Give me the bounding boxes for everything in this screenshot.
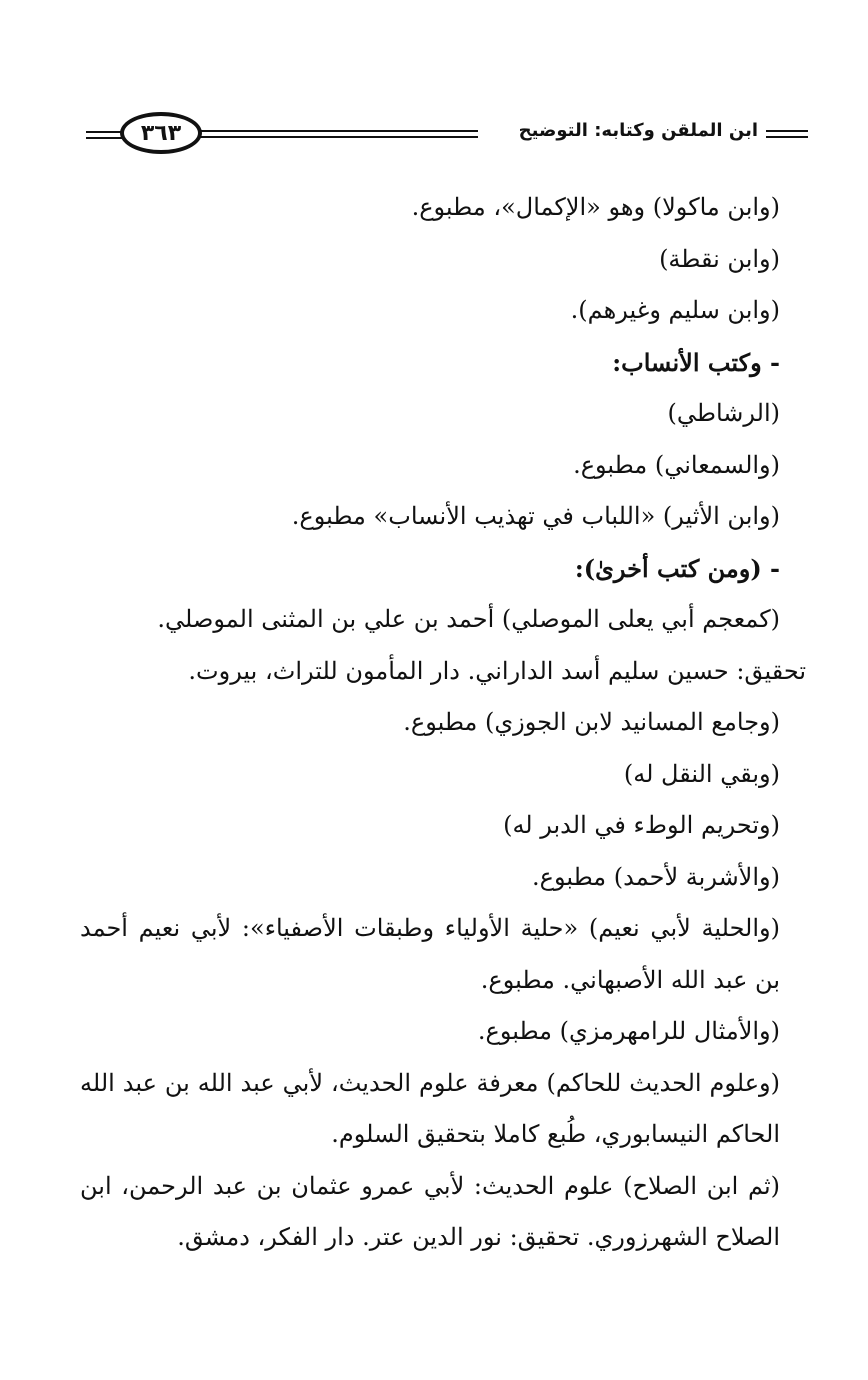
text-line: (وابن سليم وغيرهم). xyxy=(570,296,780,324)
header-rule-right xyxy=(766,130,808,138)
text-paragraph: (والحلية لأبي نعيم) «حلية الأولياء وطبقات الأصفياء»: لأبي نعيم أحمد بن عبد الله الأصبهاني. مطبوع. xyxy=(80,914,780,994)
section-heading: - وكتب الأنساب: xyxy=(612,347,780,377)
text-line: (الرشاطي) xyxy=(667,399,780,427)
header-rule-middle xyxy=(196,130,478,138)
text-paragraph: (وعلوم الحديث للحاكم) معرفة علوم الحديث، لأبي عبد الله بن عبد الله الحاكم النيسابوري، طُبع كاملا بتحقيق السلوم. xyxy=(80,1068,780,1148)
page-header xyxy=(86,110,808,162)
text-line: (وتحريم الوطء في الدبر له) xyxy=(503,811,780,839)
text-line: (والأشربة لأحمد) مطبوع. xyxy=(532,862,780,891)
text-paragraph: (ثم ابن الصلاح) علوم الحديث: لأبي عمرو عثمان بن عبد الرحمن، ابن الصلاح الشهرزوري. تحقيق: نور الدين عتر. دار الفكر، دمشق. xyxy=(80,1171,780,1251)
text-line: (وبقي النقل له) xyxy=(623,759,780,788)
text-line: (وابن نقطة) xyxy=(659,244,780,273)
running-title: ابن الملقن وكتابه: التوضيح xyxy=(513,120,764,141)
text-line: (والأمثال للرامهرمزي) مطبوع. xyxy=(477,1017,780,1045)
text-line: (كمعجم أبي يعلى الموصلي) أحمد بن علي بن المثنى الموصلي. xyxy=(157,605,780,633)
section-heading: - (ومن كتب أخرىٰ): xyxy=(574,553,780,583)
text-line: (وابن الأثير) «اللباب في تهذيب الأنساب» مطبوع. xyxy=(291,502,780,530)
text-line: (وجامع المسانيد لابن الجوزي) مطبوع. xyxy=(403,708,780,736)
page-number: ٣٦٣ xyxy=(120,112,202,154)
text-line: (والسمعاني) مطبوع. xyxy=(573,450,780,479)
page-body xyxy=(80,182,806,1264)
text-line: تحقيق: حسين سليم أسد الداراني. دار المأمون للتراث، بيروت. xyxy=(188,656,806,685)
text-line: (وابن ماكولا) وهو «الإكمال»، مطبوع. xyxy=(411,193,780,221)
